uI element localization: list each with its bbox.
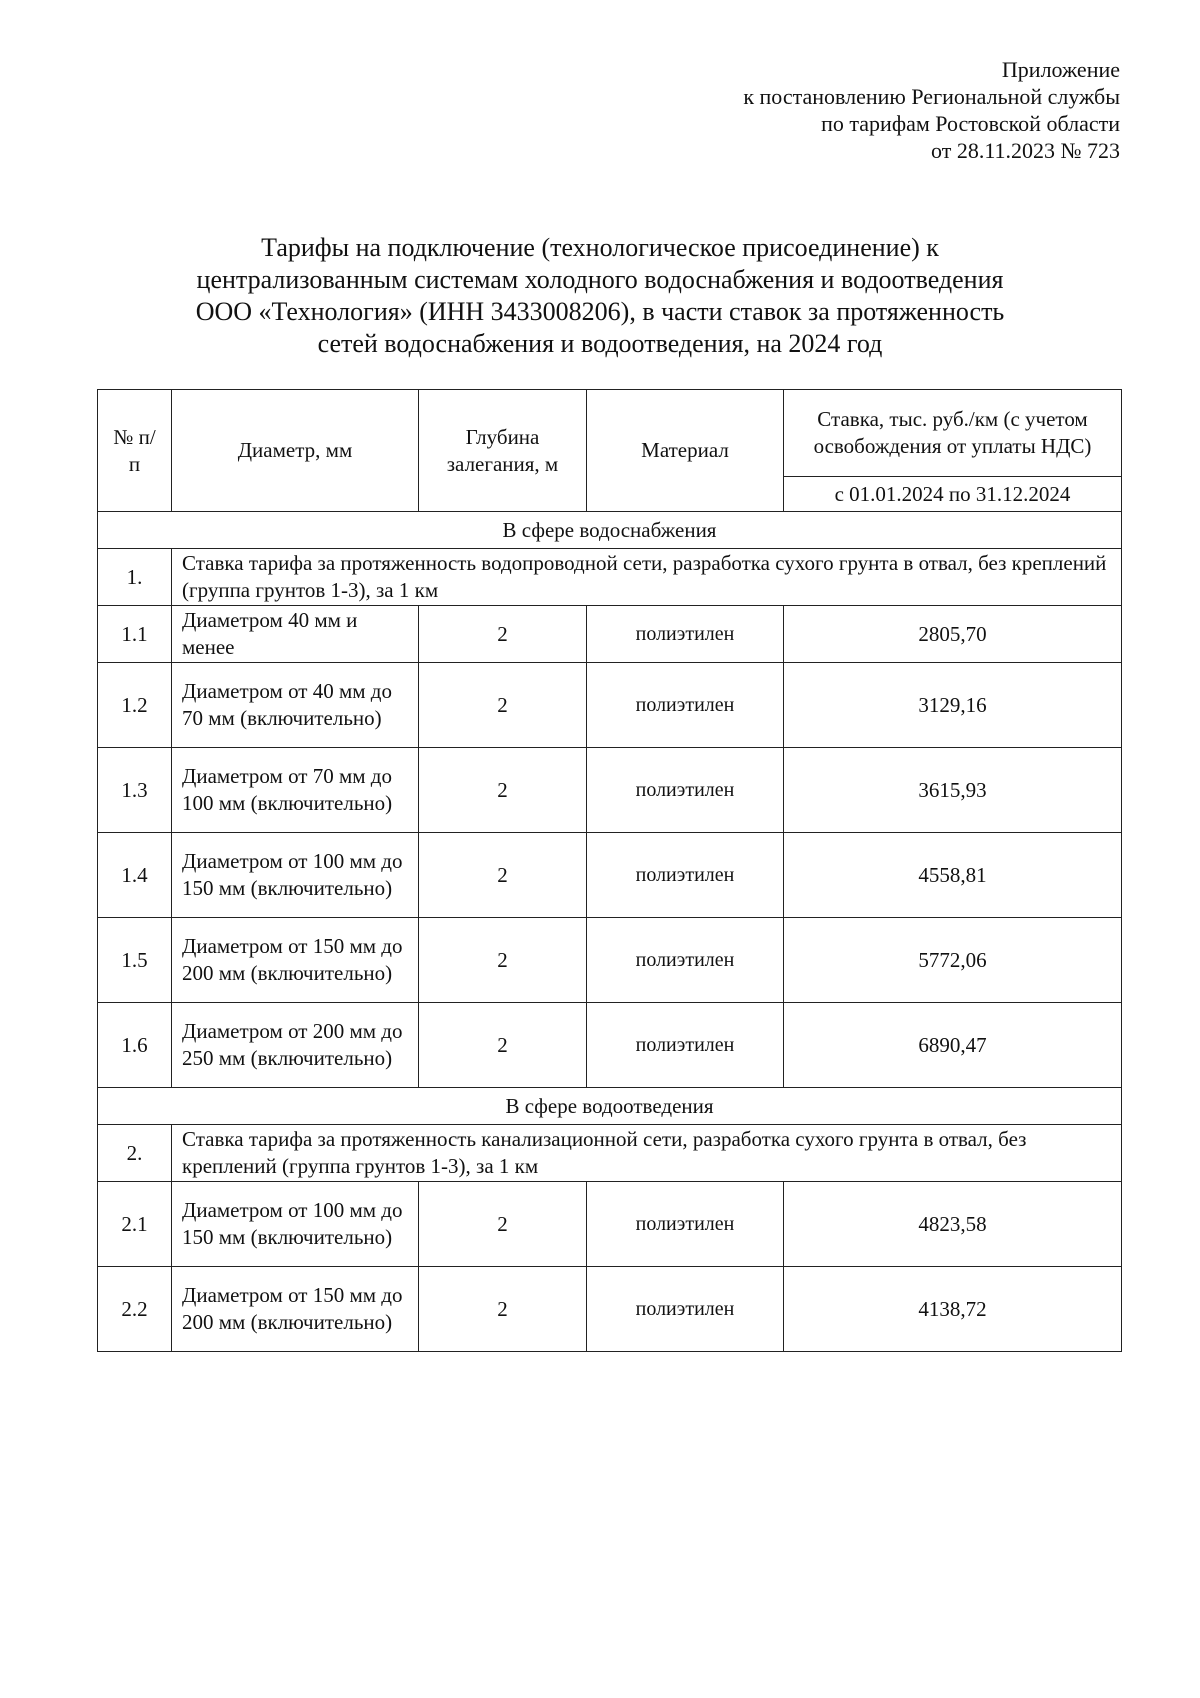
- table-row: [98, 1003, 1122, 1088]
- table-row: [98, 1267, 1122, 1352]
- title-line: ООО «Технология» (ИНН 3433008206), в части ставок за протяженность: [195, 297, 1005, 326]
- row-material: полиэтилен: [587, 1182, 784, 1267]
- title-line: централизованным системам холодного водоснабжения и водоотведения: [196, 265, 1004, 294]
- row-diameter: Диаметром от 70 мм до 100 мм (включительно): [172, 748, 419, 833]
- title-line: сетей водоснабжения и водоотведения, на 2024 год: [317, 329, 883, 358]
- row-depth: 2: [419, 918, 587, 1003]
- row-material: полиэтилен: [587, 1003, 784, 1088]
- group-text: Ставка тарифа за протяженность канализационной сети, разработка сухого грунта в отвал, без креплений (группа грунтов 1-3), за 1 км: [172, 1125, 1122, 1182]
- section-title: В сфере водоснабжения: [98, 512, 1122, 549]
- row-material: полиэтилен: [587, 1267, 784, 1352]
- header-material: Материал: [587, 390, 784, 512]
- row-rate: 6890,47: [784, 1003, 1122, 1088]
- appendix-line: от 28.11.2023 № 723: [931, 138, 1120, 163]
- row-num: 2.2: [98, 1267, 172, 1352]
- appendix-line: по тарифам Ростовской области: [821, 111, 1120, 136]
- header-rate: Ставка, тыс. руб./км (с учетом освобождения от уплаты НДС): [784, 390, 1122, 477]
- section-title: В сфере водоотведения: [98, 1088, 1122, 1125]
- table-row: [98, 748, 1122, 833]
- row-num: 1.4: [98, 833, 172, 918]
- row-diameter: Диаметром от 100 мм до 150 мм (включительно): [172, 833, 419, 918]
- header-depth: Глубина залегания, м: [419, 390, 587, 512]
- row-rate: 2805,70: [784, 606, 1122, 663]
- row-rate: 4138,72: [784, 1267, 1122, 1352]
- row-material: полиэтилен: [587, 748, 784, 833]
- row-num: 2.1: [98, 1182, 172, 1267]
- appendix-block: [743, 56, 1120, 164]
- document-title: [100, 232, 1100, 360]
- row-diameter: Диаметром от 100 мм до 150 мм (включительно): [172, 1182, 419, 1267]
- row-depth: 2: [419, 663, 587, 748]
- row-depth: 2: [419, 1182, 587, 1267]
- row-material: полиэтилен: [587, 833, 784, 918]
- header-diameter: Диаметр, мм: [172, 390, 419, 512]
- table-row: [98, 606, 1122, 663]
- row-num: 1.1: [98, 606, 172, 663]
- section-row: [98, 512, 1122, 549]
- group-text: Ставка тарифа за протяженность водопроводной сети, разработка сухого грунта в отвал, без креплений (группа грунтов 1-3), за 1 км: [172, 549, 1122, 606]
- header-period: с 01.01.2024 по 31.12.2024: [784, 477, 1122, 512]
- row-depth: 2: [419, 1003, 587, 1088]
- group-row: [98, 1125, 1122, 1182]
- row-diameter: Диаметром от 150 мм до 200 мм (включительно): [172, 918, 419, 1003]
- tariff-table: [97, 389, 1122, 1352]
- row-rate: 5772,06: [784, 918, 1122, 1003]
- row-diameter: Диаметром от 150 мм до 200 мм (включительно): [172, 1267, 419, 1352]
- group-num: 1.: [98, 549, 172, 606]
- title-line: Тарифы на подключение (технологическое присоединение) к: [261, 233, 939, 262]
- row-rate: 3129,16: [784, 663, 1122, 748]
- table-row: [98, 833, 1122, 918]
- row-depth: 2: [419, 1267, 587, 1352]
- header-num: № п/п: [98, 390, 172, 512]
- row-depth: 2: [419, 606, 587, 663]
- row-num: 1.6: [98, 1003, 172, 1088]
- row-material: полиэтилен: [587, 918, 784, 1003]
- row-material: полиэтилен: [587, 663, 784, 748]
- row-depth: 2: [419, 748, 587, 833]
- row-depth: 2: [419, 833, 587, 918]
- table-header-row: [98, 390, 1122, 477]
- section-row: [98, 1088, 1122, 1125]
- row-rate: 3615,93: [784, 748, 1122, 833]
- row-diameter: Диаметром от 40 мм до 70 мм (включительно): [172, 663, 419, 748]
- row-num: 1.3: [98, 748, 172, 833]
- row-rate: 4823,58: [784, 1182, 1122, 1267]
- appendix-line: Приложение: [1001, 57, 1120, 82]
- table-row: [98, 1182, 1122, 1267]
- table-row: [98, 918, 1122, 1003]
- appendix-line: к постановлению Региональной службы: [743, 84, 1120, 109]
- group-num: 2.: [98, 1125, 172, 1182]
- table-row: [98, 663, 1122, 748]
- row-rate: 4558,81: [784, 833, 1122, 918]
- row-diameter: Диаметром от 200 мм до 250 мм (включительно): [172, 1003, 419, 1088]
- group-row: [98, 549, 1122, 606]
- row-num: 1.5: [98, 918, 172, 1003]
- row-num: 1.2: [98, 663, 172, 748]
- row-material: полиэтилен: [587, 606, 784, 663]
- row-diameter: Диаметром 40 мм и менее: [172, 606, 419, 663]
